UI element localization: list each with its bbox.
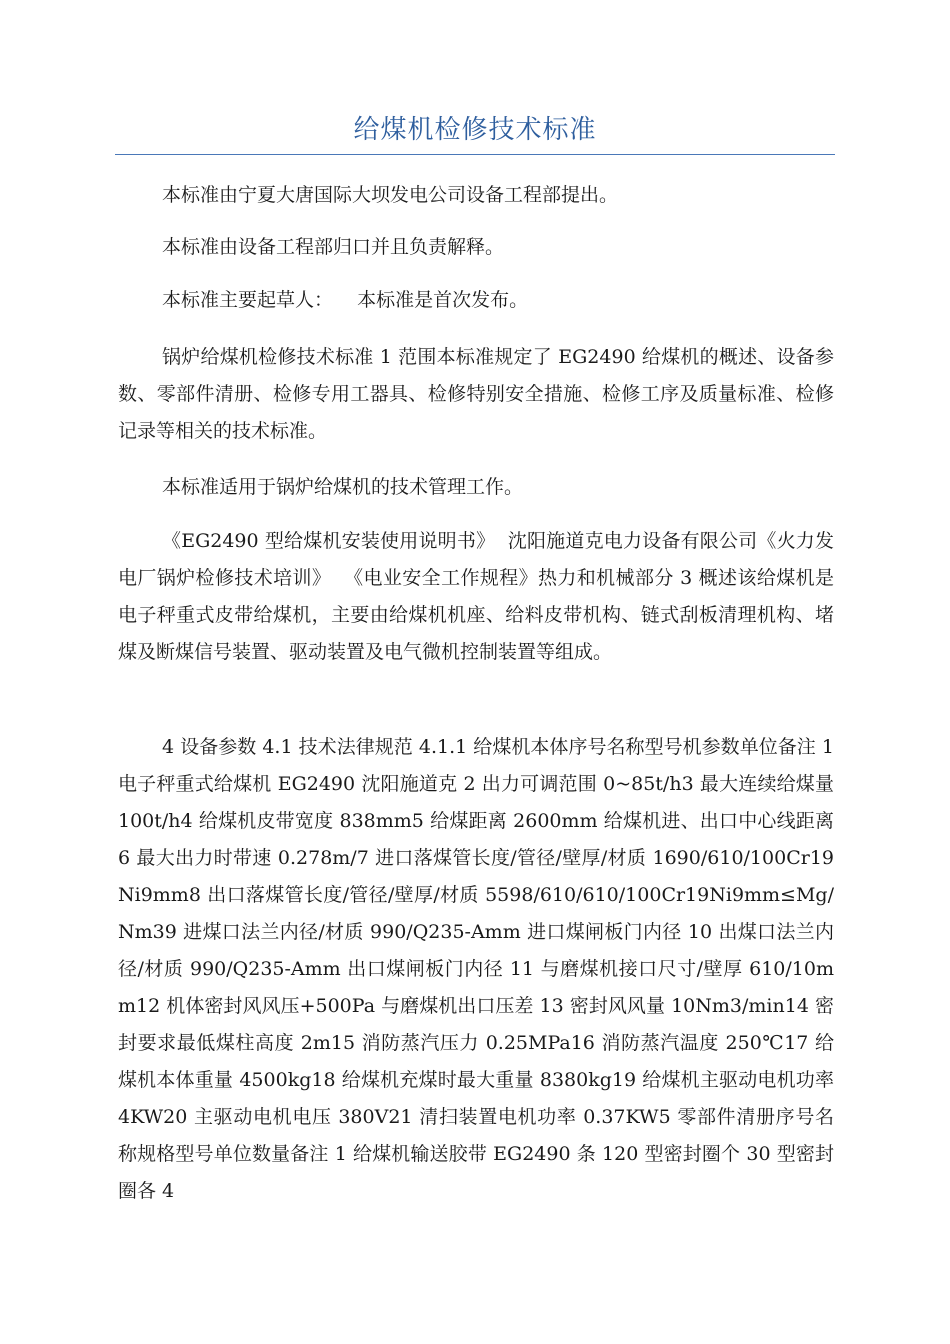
title-underline bbox=[115, 154, 835, 155]
paragraph-proposer: 本标准由宁夏大唐国际大坝发电公司设备工程部提出。 bbox=[162, 184, 619, 206]
paragraph-applicability: 本标准适用于锅炉给煤机的技术管理工作。 bbox=[162, 476, 524, 498]
paragraph-scope: 锅炉给煤机检修技术标准 1 范围本标准规定了 EG2490 给煤机的概述、设备参数、零部件清册、检修专用工器具、检修特别安全措施、检修工序及质量标准、检修记录等相关的技术标准。 bbox=[118, 346, 834, 442]
document-title: 给煤机检修技术标准 bbox=[353, 115, 597, 145]
paragraph-references-overview: 《EG2490 型给煤机安装使用说明书》 沈阳施道克电力设备有限公司《火力发电厂锅炉检修技术培训》 《电业安全工作规程》热力和机械部分 3 概述该给煤机是电子秤重式皮带给煤机，主要由给煤机机座、给料皮带机构、链式刮板清理机构、堵煤及断煤信号装置、驱动装置及电气微机控制装置等组成。 bbox=[118, 530, 834, 663]
paragraph-equipment-parameters: 4 设备参数 4.1 技术法律规范 4.1.1 给煤机本体序号名称型号机参数单位备注 1 电子秤重式给煤机 EG2490 沈阳施道克 2 出力可调范围 0~85t/h3 最大连续给煤量 100t/h4 给煤机皮带宽度 838mm5 给煤距离 2600mm 给煤机进、出口中心线距离 6 最大出力时带速 0.278m/7 进口落煤管长度/管径/壁厚/材质 1690/610/100Cr19Ni9mm8 出口落煤管长度/管径/壁厚/材质 5598/610/610/100Cr19Ni9mm≤Mg/Nm39 进煤口法兰内径/材质 990/Q235-Amm 进口煤闸板门内径 10 出煤口法兰内径/材质 990/Q235-Amm 出口煤闸板门内径 11 与磨煤机接口尺寸/壁厚 610/10mm12 机体密封风风压+500Pa 与磨煤机出口压差 13 密封风风量 10Nm3/min14 密封要求最低煤柱高度 2m15 消防蒸汽压力 0.25MPa16 消防蒸汽温度 250℃17 给煤机本体重量 4500kg18 给煤机充煤时最大重量 8380kg19 给煤机主驱动电机功率 4KW20 主驱动电机电压 380V21 清扫装置电机功率 0.37KW5 零部件清册序号名称规格型号单位数量备注 1 给煤机输送胶带 EG2490 条 120 型密封圈个 30 型密封圈各 4 bbox=[118, 736, 841, 1202]
paragraph-drafter: 本标准主要起草人： 本标准是首次发布。 bbox=[162, 289, 529, 311]
paragraph-interpretation: 本标准由设备工程部归口并且负责解释。 bbox=[162, 236, 505, 258]
